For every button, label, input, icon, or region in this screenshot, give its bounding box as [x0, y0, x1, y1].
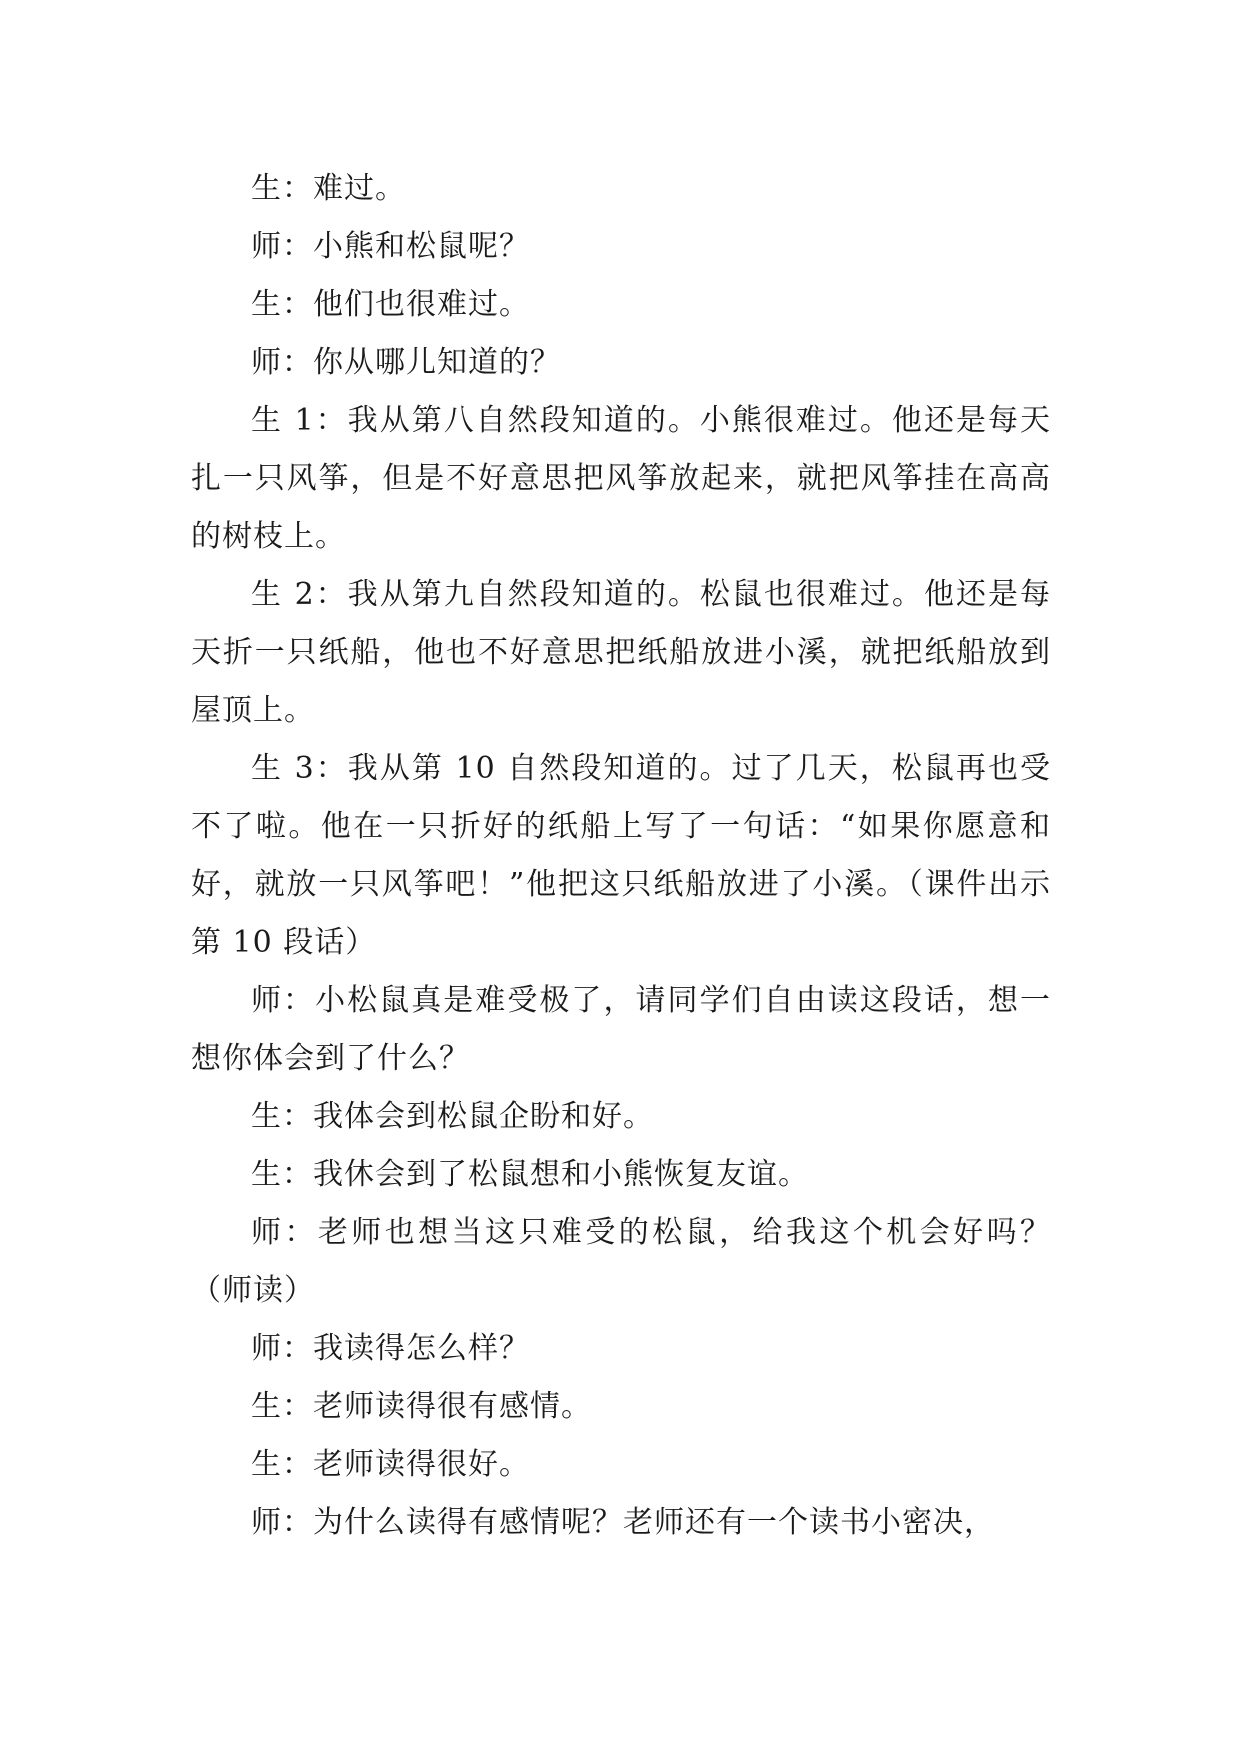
paragraph-2: 师：小熊和松鼠呢？	[251, 229, 530, 264]
paragraph-10: 生：我休会到了松鼠想和小熊恢复友谊。	[251, 1157, 809, 1192]
lesson-transcript	[191, 160, 1051, 1552]
paragraph-15: 师：为什么读得有感情呢？老师还有一个读书小密决，	[251, 1505, 995, 1540]
paragraph-13: 生：老师读得很有感情。	[251, 1389, 592, 1424]
paragraph-1: 生：难过。	[251, 171, 406, 206]
paragraph-4: 师：你从哪儿知道的？	[251, 345, 561, 380]
paragraph-11: 师：老师也想当这只难受的松鼠，给我这个机会好吗？（师读）	[191, 1215, 1051, 1308]
paragraph-6: 生 2：我从第九自然段知道的。松鼠也很难过。他还是每天折一只纸船，他也不好意思把纸船放进小溪，就把纸船放到屋顶上。	[191, 577, 1051, 728]
paragraph-7: 生 3：我从第 10 自然段知道的。过了几天，松鼠再也受不了啦。他在一只折好的纸船上写了一句话：“如果你愿意和好，就放一只风筝吧！”他把这只纸船放进了小溪。（课件出示第 10 段话）	[191, 751, 1051, 960]
paragraph-9: 生：我体会到松鼠企盼和好。	[251, 1099, 654, 1134]
paragraph-5: 生 1：我从第八自然段知道的。小熊很难过。他还是每天扎一只风筝，但是不好意思把风筝放起来，就把风筝挂在高高的树枝上。	[191, 403, 1051, 554]
paragraph-12: 师：我读得怎么样？	[251, 1331, 530, 1366]
paragraph-14: 生：老师读得很好。	[251, 1447, 530, 1482]
paragraph-3: 生：他们也很难过。	[251, 287, 530, 322]
paragraph-8: 师：小松鼠真是难受极了，请同学们自由读这段话，想一想你体会到了什么？	[191, 983, 1051, 1076]
